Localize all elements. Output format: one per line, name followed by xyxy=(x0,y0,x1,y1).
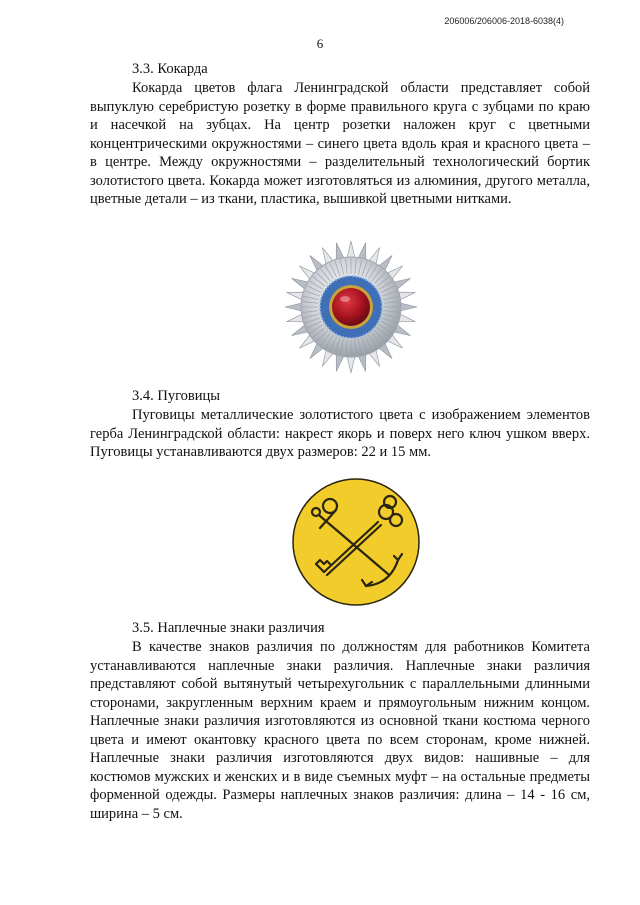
section-heading-cockade: 3.3. Кокарда xyxy=(132,61,208,77)
cockade-image xyxy=(282,238,420,376)
section-text-shoulder-marks: В качестве знаков различия по должностям для работников Комитета устанавливаются наплечные знаки различия. Наплечные знаки различия представляют собой вытянутый четырехугольник с параллельными длинными сторонами, закругленным верхним краем и прямоугольным нижним концом. Наплечные знаки различия изготовляются из основной ткани костюма черного цвета и имеют окантовку красного цвета по всем сторонам, кроме нижней. Наплечные знаки различия изготовляются двух видов: нашивные – для костюмов мужских и женских и в виде съемных муфт – на остальные предметы форменной одежды. Размеры наплечных знаков различия: длина – 14 - 16 см, ширина – 5 см. xyxy=(90,639,590,822)
document-id: 206006/206006-2018-6038(4) xyxy=(444,16,564,26)
anchor-key-button-image xyxy=(290,476,422,608)
section-text-cockade: Кокарда цветов флага Ленинградской области представляет собой выпуклую серебристую розетку в форме правильного круга с зубцами по краю и насечкой на зубцах. На центр розетки наложен круг с цветными концентрическими окружностями – синего цвета вдоль края и красного цвета – в центре. Между окружностями – разделительный технологический бортик золотистого цвета. Кокарда может изготовляться из алюминия, другого металла, цветные детали – из ткани, пластика, вышивкой цветными нитками. xyxy=(90,80,590,207)
section-heading-shoulder-marks: 3.5. Наплечные знаки различия xyxy=(132,620,325,636)
page-number: 6 xyxy=(316,36,324,51)
section-heading-buttons: 3.4. Пуговицы xyxy=(132,388,221,404)
section-text-buttons: Пуговицы металлические золотистого цвета с изображением элементов герба Ленинградской области: накрест якорь и поверх него ключ ушком вверх. Пуговицы устанавливаются двух размеров: 22 и 15 мм. xyxy=(90,407,590,460)
